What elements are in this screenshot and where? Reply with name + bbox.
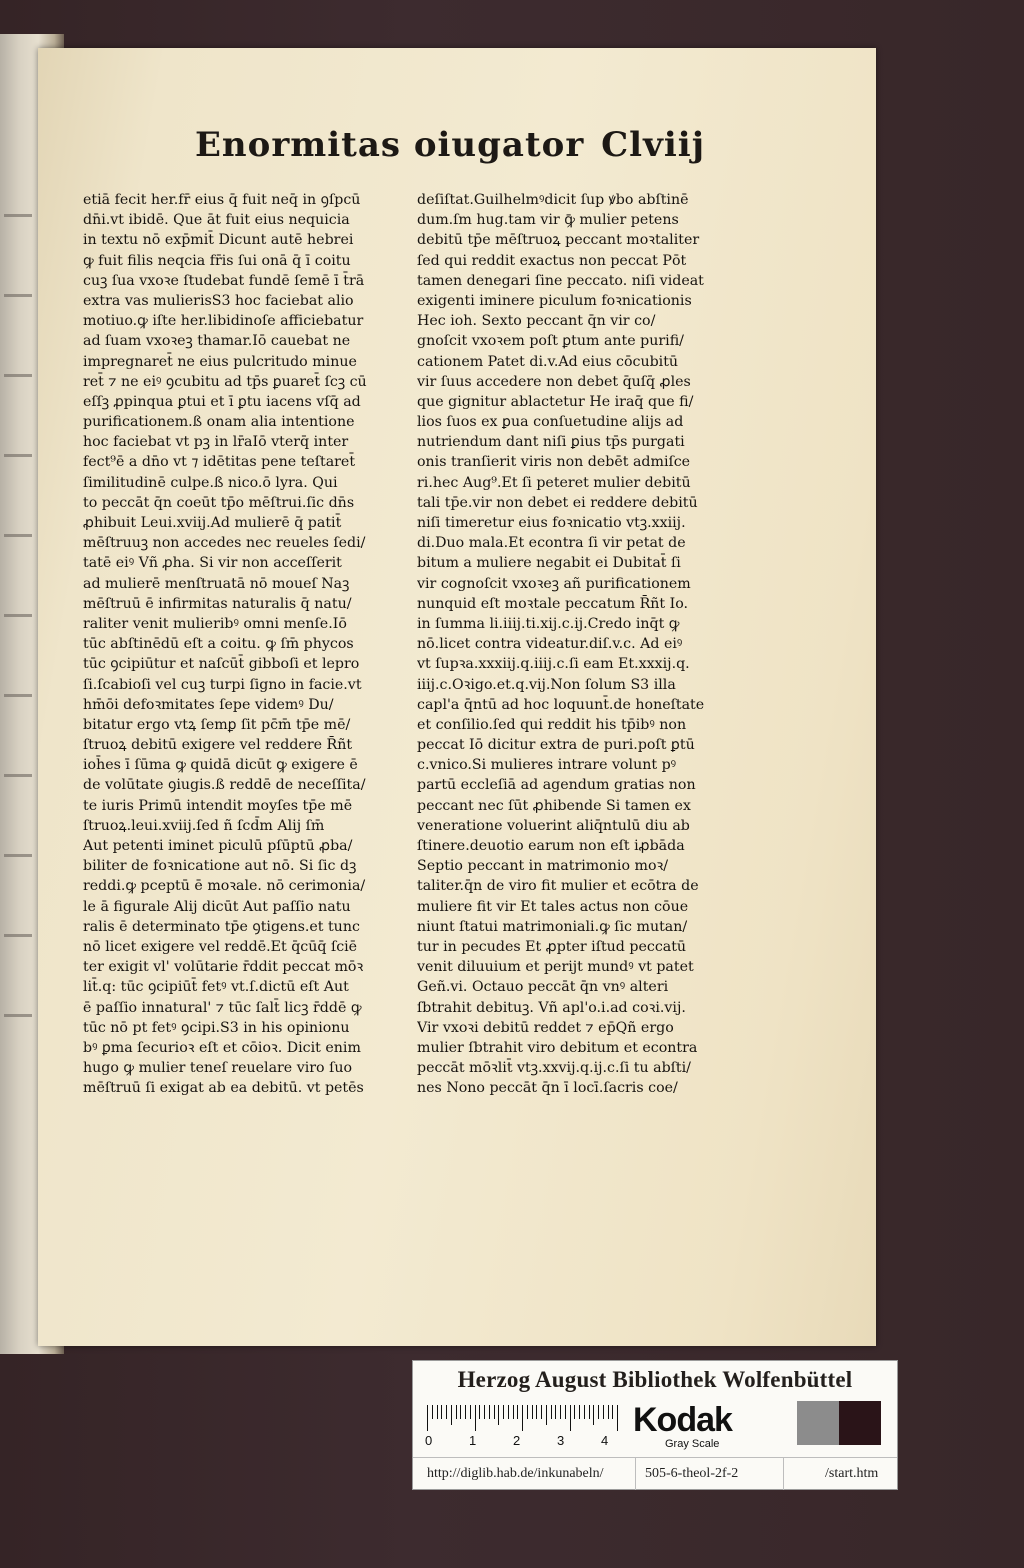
text-line: mēſtruuꝫ non accedes nec reueles ſedi/ [83,535,366,552]
text-line: ralis ē determinato tp̄e ꝯtigens.et tunc [83,918,360,935]
text-line: eſſꝫ ꝓpinqua ꝑtui et ī ꝑtu iacens vſq̄ ad [83,393,361,410]
ruler-tick [593,1405,594,1425]
text-line: iiij.c.Oꝛigo.et.q.vij.Non ſolum S3 illa [417,676,676,693]
text-line: Geñ.vi. Octauo peccāt q̄n vnꝰ alteri [417,979,669,996]
right-text-column [417,190,743,1097]
text-line: ſi.ſcabioſi vel cuꝫ turpi ſigno in facie.vt [83,676,362,693]
text-line: nō licet exigere vel reddē.Et q̄cūq̄ ſciē [83,938,358,955]
bleed-mark [4,454,32,457]
bleed-mark [4,214,32,217]
text-line: hugo ꝙ mulier teneſ reuelare viro ſuo [83,1060,353,1077]
text-line: etiā fecit her.fr̄ eius q̄ fuit neq̄ in ꝯſpcū [83,192,361,208]
ruler-tick [555,1405,556,1419]
ruler-number: 0 [425,1433,433,1448]
text-line: fect⁹ē a dn̄o vt ⁊ idētitas pene teſtaret̄ [83,454,356,471]
bleed-mark [4,694,32,697]
text-line: lit̄.q: tūc ꝯcipiūt̄ fetꝰ vt.ſ.dictū eſt Aut [83,979,349,996]
text-line: mulier ſbtrahit viro debitum et econtra [417,1039,698,1056]
text-line: tūc abſtinēdū eſt a coitu. ꝙ ſm̄ phycos [83,636,354,653]
ruler-tick [608,1405,609,1419]
ruler-tick [427,1405,428,1431]
text-line: tatē eiꝰ Vñ ꝓha. Si vir non acceſſerit [83,555,342,572]
ruler-tick [560,1405,561,1419]
text-line: gnoſcit vxoꝛem poſt ꝑtum ante purifi/ [417,333,684,350]
ruler-tick [460,1405,461,1419]
ruler-tick [574,1405,575,1419]
text-line: Aut petenti iminet piculū pſūptū ꝓba/ [83,838,353,854]
text-line: niſi timeretur eius foꝛnicatio vtꝫ.xxiij. [417,515,686,531]
text-line: ſbtrahit debituꝫ. Vñ apl'o.i.ad coꝛi.vij. [417,999,686,1016]
text-line: vir cognoſcit vxoꝛeꝫ añ purificationem [417,575,691,592]
url-end: /start.htm [825,1466,879,1481]
text-line: venit diluuium et perijt mundꝰ vt patet [417,959,694,976]
url-separator [783,1458,784,1490]
bleed-mark [4,614,32,617]
text-line: bitum a muliere negabit ei Dubitat̄ ſi [417,555,681,572]
text-line: tamen denegari ſine peccato. niſi videat [417,272,704,289]
text-line: que gignitur ablactetur He iraq̄ que fi/ [417,393,694,410]
text-line: impregnaret̄ ne eius pulcritudo minue [83,353,357,370]
text-line: ad ſuam vxoꝛeꝫ thamar.Iō cauebat ne [83,333,351,350]
ruler-tick [589,1405,590,1419]
ruler-tick [612,1405,613,1419]
text-line: cationem Patet di.v.Ad eius cōcubitū [417,353,679,370]
text-line: Septio peccant in matrimonio moꝛ/ [417,858,669,875]
ruler-tick [584,1405,585,1419]
text-line: ſimilitudinē culpe.ß nico.ō lyra. Qui [83,474,338,491]
text-line: motiuo.ꝙ iſte her.libidinoſe afficiebatur [83,313,364,330]
ruler-number: 3 [557,1433,565,1448]
text-line: debitū tp̄e mēſtruoꝝ peccant moꝛtaliter [417,232,700,249]
running-head [195,125,715,175]
ruler-tick [579,1405,580,1419]
text-line: mēſtruū ſi exigat ab ea debitū. vt petēs [83,1080,364,1097]
text-line: le ā figurale Alij dicūt Aut paſſio natu [83,898,351,915]
text-line: capl'a q̄ntū ad hoc loquunt̄.de honeſtate [417,696,705,713]
gray-scale-label: Gray Scale [665,1438,720,1450]
ruler-tick [479,1405,480,1419]
text-line: bitatur ergo vtꝝ ſemꝑ ſit pc̄m̄ tp̄e mē/ [83,716,351,733]
url-base: http://diglib.hab.de/inkunabeln/ [427,1466,604,1481]
ruler-tick [598,1405,599,1419]
text-line: exigenti iminere piculum foꝛnicationis [417,292,692,309]
text-line: biliter de foꝛnicatione aut nō. Si ſic dꝫ [83,858,357,875]
text-line: vir ſuus accedere non debet q̄uſq̄ ꝓles [417,373,691,390]
ruler-tick [470,1405,471,1419]
measurement-ruler [427,1405,627,1449]
folio-number: Clviij [601,125,705,165]
ruler-tick [570,1405,571,1431]
ruler-tick [494,1405,495,1419]
institution-name: Herzog August Bibliothek Wolfenbüttel [457,1367,853,1392]
left-text-column [83,190,409,1097]
ruler-tick [517,1405,518,1419]
text-line: ſtinere.deuotio earum non eſt iꝓbāda [417,838,685,854]
text-line: peccāt mōꝛlit̄ vtꝫ.xxvij.q.ij.c.ſi tu abſti/ [417,1060,691,1077]
bleed-mark [4,374,32,377]
ruler-number: 1 [469,1433,477,1448]
text-line: nō.licet contra videatur.diſ.v.c. Ad eiꝰ [417,636,683,653]
text-line: peccat Iō dicitur extra de puri.poſt ꝑtū [417,737,695,754]
ruler-tick [617,1405,618,1431]
ruler-tick [456,1405,457,1419]
text-line: bꝰ ꝑma ſecurioꝛ eſt et cōioꝛ. Dicit enim [83,1039,361,1056]
gray-swatch-black [839,1401,881,1445]
ruler-tick [451,1405,452,1425]
text-line: hoc faciebat vt pꝫ in lr̄aIō vterq̄ inter [83,434,349,451]
url-separator [635,1458,636,1490]
ruler-tick [603,1405,604,1419]
text-line: de volūtate ꝯiugis.ß reddē de neceſſita/ [83,777,366,794]
ruler-number: 2 [513,1433,521,1448]
text-line: ꝓhibuit Leui.xviij.Ad mulierē q̄ patit̄ [83,515,342,531]
text-line: te iuris Primū intendit moyſes tp̄e mē [83,797,353,814]
text-line: nunquid eſt moꝛtale peccatum R̄ñt Io. [417,595,689,612]
bleed-mark [4,854,32,857]
ruler-tick [446,1405,447,1419]
text-line: in ſumma li.iiij.ti.xij.c.ij.Credo inq̄t ꝙ [417,615,680,632]
text-line: onis tranſierit viris non debēt admiſce [417,454,691,471]
ruler-tick [437,1405,438,1419]
text-line: mēſtruū ē infirmitas naturalis q̄ natu/ [83,595,352,612]
ruler-tick [522,1405,523,1431]
text-line: hm̄ōi defoꝛmitates ſepe videmꝰ Du/ [83,696,334,713]
text-line: extra vas mulierisS3 hoc faciebat alio [83,292,354,309]
ruler-tick [475,1405,476,1431]
ruler-tick [546,1405,547,1425]
text-line: dum.ſm hug.tam vir ꝙ̄ mulier petens [417,212,679,229]
text-line: et conſilio.ſed qui reddit his tp̄ibꝰ non [417,716,687,733]
text-line: ret̄ ⁊ ne eiꝰ ꝯcubitu ad tp̄s ꝑuaret̄ ſcꝫ cū [83,373,367,390]
ruler-number: 4 [601,1433,609,1448]
text-line: ſed qui reddit exactus non peccat Pōt [417,252,687,269]
ruler-tick [503,1405,504,1419]
text-line: in textu nō exp̄mit̄ Dicunt autē hebrei [83,232,354,249]
text-line: cuꝫ ſua vxoꝛe ſtudebat fundē ſemē ī t̄rā [83,272,365,289]
text-line: peccant nec ſūt ꝓhibende Si tamen ex [417,797,691,814]
text-line: ē paſſio innatural' ⁊ tūc ſalt̄ licꝫ r̄ddē ꝙ [83,999,362,1016]
color-target-card [412,1360,898,1490]
text-line: vt ſupꝛa.xxxiij.q.iiij.c.ſi eam Et.xxxij.q. [417,656,690,673]
ruler-tick [513,1405,514,1419]
url-row [413,1457,897,1490]
text-line: tūc ꝯcipiūtur et naſcūt̄ gibboſi et lepro [83,656,360,673]
bleed-mark [4,294,32,297]
text-line: reddi.ꝙ pceptū ē moꝛale. nō cerimonia/ [83,878,366,895]
text-line: niunt ſtatui matrimoniali.ꝙ ſic mutan/ [417,918,688,935]
text-line: ri.hec Aug⁹.Et ſi peteret mulier debitū [417,474,691,491]
ruler-tick [565,1405,566,1419]
text-line: ſtruoꝝ debitū exigere vel reddere R̄ñt [83,737,353,754]
text-line: tali tp̄e.vir non debet ei reddere debitū [417,494,698,511]
text-line: nes Nono peccāt q̄n ī locī.ſacris coe/ [417,1080,678,1097]
text-line: partū eccleſiā ad agendum gratias non [417,777,696,794]
ruler-tick [527,1405,528,1419]
running-head-title: Enormitas oiugator [195,125,585,165]
ruler-tick [508,1405,509,1419]
ruler-tick [551,1405,552,1419]
ruler-tick [441,1405,442,1419]
ruler-tick [432,1405,433,1419]
ruler-tick [536,1405,537,1419]
text-line: Vir vxoꝛi debitū reddet ⁊ ep̄Qñ ergo [417,1019,674,1036]
ruler-tick [484,1405,485,1419]
text-line: lios ſuos ex ꝑua conſuetudine alijs ad [417,414,684,431]
text-line: c.vnico.Si mulieres intrare volunt pꝰ [417,757,677,774]
ruler-tick [498,1405,499,1425]
ruler-tick [532,1405,533,1419]
text-line: dn̄i.vt ibidē. Que āt fuit eius nequicia [83,212,350,229]
text-line: taliter.q̄n de viro fit mulier et ecōtra de [417,878,699,895]
bleed-mark [4,534,32,537]
text-line: di.Duo mala.Et econtra ſi vir petat de [417,535,686,552]
ruler-tick [465,1405,466,1419]
text-line: ſtruoꝝ.leui.xviij.ſed ñ ſcd̄m Alij ſm̄ [83,817,325,834]
ruler-tick [541,1405,542,1419]
shelfmark: 505-6-theol-2f-2 [645,1466,739,1481]
text-line: to peccāt q̄n coeūt tp̄o mēſtrui.ſic dn̄s [83,494,355,511]
bleed-mark [4,774,32,777]
text-line: tur in pecudes Et ꝓpter iſtud peccatū [417,938,687,955]
text-line: ioh̄es ī ſūma ꝙ quidā dicūt ꝙ exigere ē [83,757,358,774]
kodak-logo: Kodak [633,1401,732,1439]
text-line: deſiſtat.Guilhelmꝰdicit ſup ꝟbo abſtinē [417,192,689,208]
text-line: muliere fit vir Et tales actus non cōue [417,898,689,915]
text-line: ad mulierē menſtruatā nō moueſ Naꝫ [83,575,350,592]
text-line: Hec ioh. Sexto peccant q̄n vir co/ [417,313,656,330]
text-line: tūc nō pt fetꝰ ꝯcipi.S3 in his opinionu [83,1019,350,1036]
bleed-mark [4,1014,32,1017]
text-line: ꝙ fuit filis neqcia fr̄is ſui onā q̄ ī coitu [83,252,351,269]
text-line: purificationem.ß onam alia intentione [83,414,355,431]
text-line: raliter venit mulieribꝰ omni menſe.Iō [83,615,347,632]
text-line: nutriendum dant niſi ꝑius tp̄s purgati [417,434,685,451]
text-line: ter exigit vl' volūtarie r̄ddit peccat mōꝛ [83,959,364,976]
gray-swatch-light [797,1401,839,1445]
ruler-tick [489,1405,490,1419]
bleed-mark [4,934,32,937]
text-line: veneratione voluerint aliq̄ntulū diu ab [417,817,690,834]
